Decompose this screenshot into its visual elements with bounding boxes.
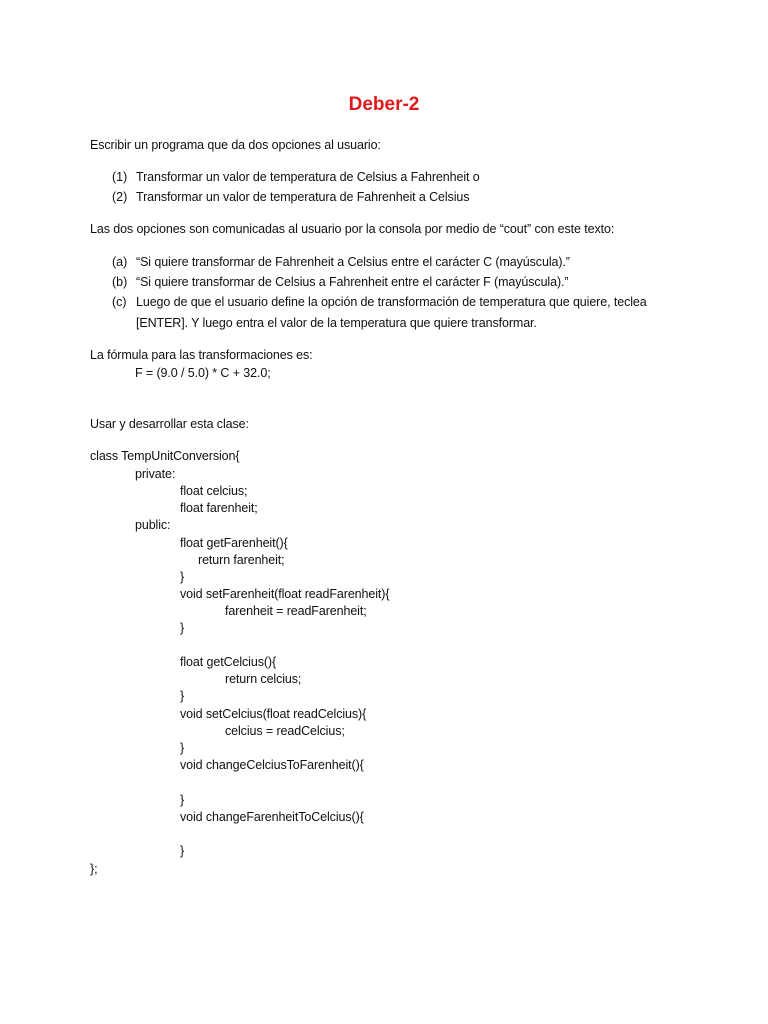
code-line: return farenheit; [198, 553, 285, 567]
code-line: class TempUnitConversion{ [90, 449, 240, 463]
code-line: } [180, 621, 185, 635]
code-line: } [180, 570, 185, 584]
code-line: farenheit = readFarenheit; [225, 604, 367, 618]
code-line: private: [135, 467, 176, 481]
console-intro-paragraph: Las dos opciones son comunicadas al usuario por la consola por medio de “cout” con este texto: [90, 222, 615, 236]
code-line: float farenheit; [180, 501, 258, 515]
class-intro-paragraph: Usar y desarrollar esta clase: [90, 417, 249, 431]
option-2-marker: (2) [112, 190, 128, 204]
code-line: float getCelcius(){ [180, 655, 277, 669]
intro-paragraph: Escribir un programa que da dos opciones al usuario: [90, 138, 381, 152]
option-2-text: Transformar un valor de temperatura de Fahrenheit a Celsius [136, 190, 470, 204]
formula-label: La fórmula para las transformaciones es: [90, 348, 313, 362]
console-item-c-marker: (c) [112, 295, 127, 309]
code-line: } [180, 689, 185, 703]
code-line: } [180, 793, 185, 807]
code-line: void changeFarenheitToCelcius(){ [180, 810, 364, 824]
console-item-b-text: “Si quiere transformar de Celsius a Fahrenheit entre el carácter F (mayúscula).” [136, 275, 569, 289]
code-line: return celcius; [225, 672, 302, 686]
code-line: float celcius; [180, 484, 248, 498]
console-item-a-marker: (a) [112, 255, 128, 269]
code-line: void changeCelciusToFarenheit(){ [180, 758, 364, 772]
console-item-c-text-line-1: Luego de que el usuario define la opción de transformación de temperatura que quiere, teclea [136, 295, 647, 309]
code-line: void setCelcius(float readCelcius){ [180, 707, 367, 721]
console-item-c-text-line-2: [ENTER]. Y luego entra el valor de la temperatura que quiere transformar. [136, 316, 537, 330]
code-line: public: [135, 518, 171, 532]
code-line: } [180, 844, 185, 858]
page-title: Deber-2 [348, 94, 420, 115]
code-line: } [180, 741, 185, 755]
code-line: }; [90, 862, 98, 876]
formula-text: F = (9.0 / 5.0) * C + 32.0; [135, 366, 271, 380]
code-line: void setFarenheit(float readFarenheit){ [180, 587, 390, 601]
console-item-a-text: “Si quiere transformar de Fahrenheit a Celsius entre el carácter C (mayúscula).” [136, 255, 570, 269]
option-1-marker: (1) [112, 170, 128, 184]
code-line: celcius = readCelcius; [225, 724, 345, 738]
console-item-b-marker: (b) [112, 275, 128, 289]
option-1-text: Transformar un valor de temperatura de Celsius a Fahrenheit o [136, 170, 480, 184]
code-line: float getFarenheit(){ [180, 536, 288, 550]
